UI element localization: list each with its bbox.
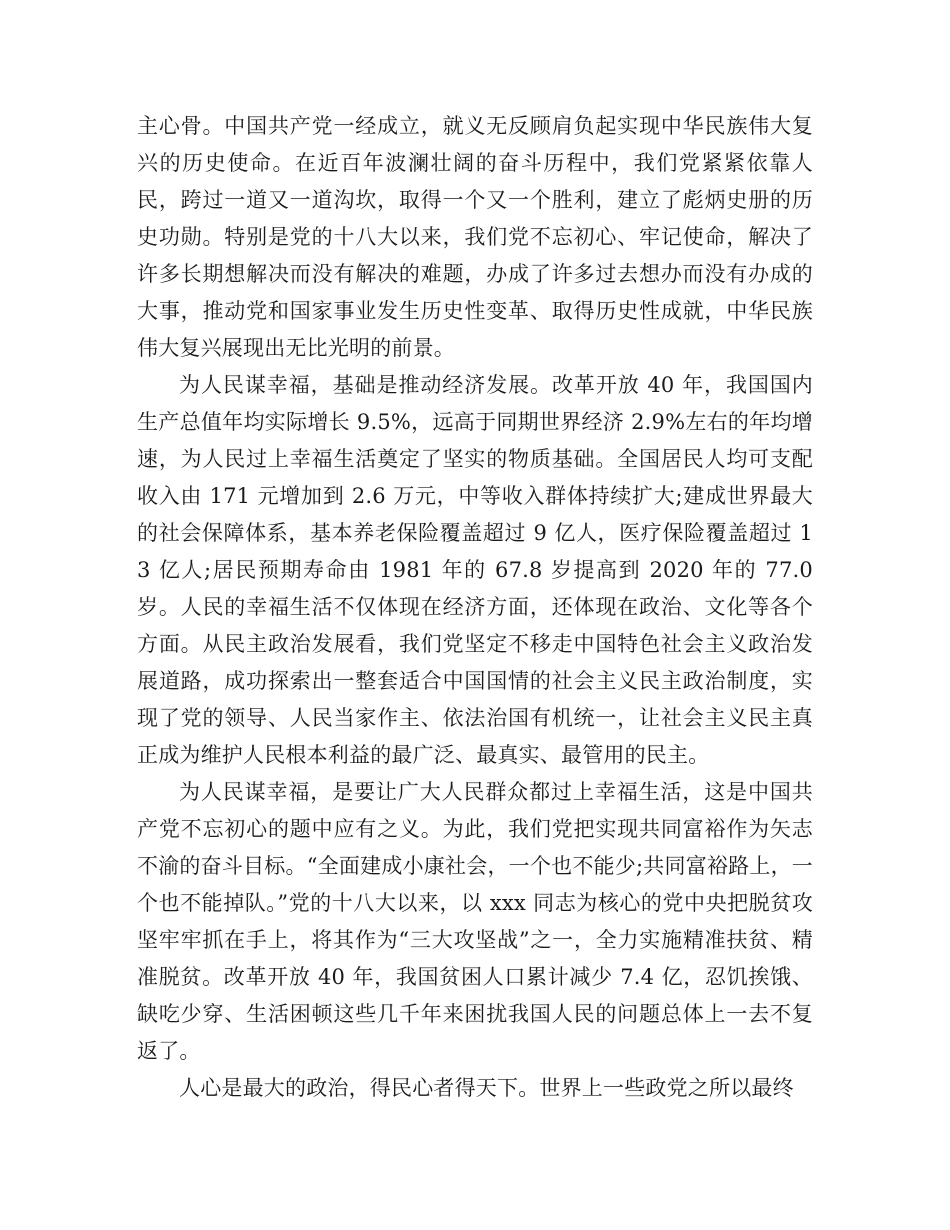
paragraph-popular-support: 人心是最大的政治，得民心者得天下。世界上一些政党之所以最终	[179, 1076, 794, 1100]
paragraph-economic-development: 为人民谋幸福，基础是推动经济发展。改革开放 40 年，我国国内生产总值年均实际增长 9.5%，远高于同期世界经济 2.9%左右的年均增速，为人民过上幸福生活奠定了坚实的物质基础。全国居民人均可支配收入由 171 元增加到 2.6 万元，中等收入群体持续扩大;建成世界最大的社会保障体系，基本养老保险覆盖超过 9 亿人，医疗保险覆盖超过 13 亿人;居民预期寿命由 1981 年的 67.8 岁提高到 2020 年的 77.0 岁。人民的幸福生活不仅体现在经济方面，还体现在政治、文化等各个方面。从民主政治发展看，我们党坚定不移走中国特色社会主义政治发展道路，成功探索出一整套适合中国国情的社会主义民主政治制度，实现了党的领导、人民当家作主、依法治国有机统一，让社会主义民主真正成为维护人民根本利益的最广泛、最真实、最管用的民主。	[137, 373, 813, 767]
paragraph-continuation: 主心骨。中国共产党一经成立，就义无反顾肩负起实现中华民族伟大复兴的历史使命。在近百年波澜壮阔的奋斗历程中，我们党紧紧依靠人民，跨过一道又一道沟坎，取得一个又一个胜利，建立了彪炳史册的历史功勋。特别是党的十八大以来，我们党不忘初心、牢记使命，解决了许多长期想解决而没有解决的难题，办成了许多过去想办而没有办成的大事，推动党和国家事业发生历史性变革、取得历史性成就，中华民族伟大复兴展现出无比光明的前景。	[137, 114, 813, 360]
paragraph-common-prosperity: 为人民谋幸福，是要让广大人民群众都过上幸福生活，这是中国共产党不忘初心的题中应有之义。为此，我们党把实现共同富裕作为矢志不渝的奋斗目标。“全面建成小康社会，一个也不能少;共同富裕路上，一个也不能掉队。”党的十八大以来，以 xxx 同志为核心的党中央把脱贫攻坚牢牢抓在手上，将其作为“三大攻坚战”之一，全力实施精准扶贫、精准脱贫。改革开放 40 年，我国贫困人口累计减少 7.4 亿，忍饥挨饿、缺吃少穿、生活困顿这些几千年来困扰我国人民的问题总体上一去不复返了。	[137, 780, 813, 1063]
document-body	[137, 108, 813, 1107]
